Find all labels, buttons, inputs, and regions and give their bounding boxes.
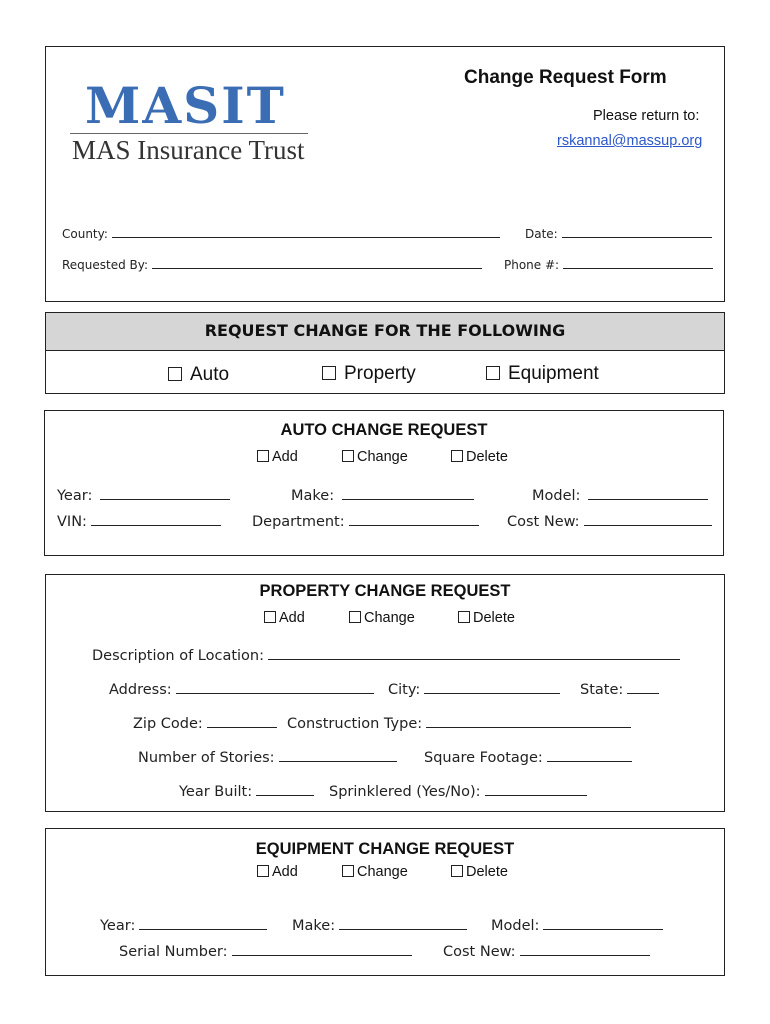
auto-add-option[interactable] [257, 449, 298, 465]
property-change-checkbox[interactable] [349, 611, 361, 623]
auto-cost-new-field[interactable] [507, 511, 712, 530]
auto-section-title: AUTO CHANGE REQUEST [280, 421, 488, 439]
email-link[interactable]: rskannal@massup.org [557, 133, 703, 149]
phone-label: Phone #: [504, 258, 560, 272]
logo-subtitle: MAS Insurance Trust [72, 135, 305, 165]
equipment-model-blank[interactable] [543, 915, 663, 930]
equipment-add-label: Add [272, 864, 298, 880]
property-sqft-field[interactable] [424, 747, 632, 766]
auto-option-label: Auto [190, 364, 230, 385]
auto-department-blank[interactable] [349, 511, 479, 526]
auto-cost-new-blank[interactable] [584, 511, 712, 526]
auto-checkbox[interactable] [168, 367, 182, 381]
property-address-blank[interactable] [176, 679, 374, 694]
equipment-model-label: Model: [491, 918, 540, 934]
property-zip-blank[interactable] [207, 713, 277, 728]
equipment-serial-blank[interactable] [232, 941, 412, 956]
auto-vin-field[interactable] [57, 511, 221, 530]
auto-year-field[interactable] [57, 485, 230, 504]
equipment-make-field[interactable] [292, 915, 467, 934]
property-checkbox[interactable] [322, 366, 336, 380]
request-section-title: REQUEST CHANGE FOR THE FOLLOWING [204, 321, 566, 340]
auto-vin-label: VIN: [57, 514, 87, 530]
property-change-option[interactable] [349, 610, 415, 626]
equipment-serial-label: Serial Number: [119, 944, 228, 960]
auto-change-checkbox[interactable] [342, 450, 354, 462]
equipment-make-label: Make: [292, 918, 336, 934]
property-sprinklered-field[interactable] [329, 781, 587, 800]
auto-make-field[interactable] [291, 485, 474, 504]
county-field[interactable] [62, 223, 500, 241]
auto-make-label: Make: [291, 488, 335, 504]
return-text: Please return to: [593, 108, 700, 124]
property-state-field[interactable] [580, 679, 659, 698]
equipment-delete-label: Delete [466, 864, 508, 880]
property-stories-field[interactable] [138, 747, 397, 766]
option-property[interactable] [322, 363, 416, 385]
equipment-checkbox[interactable] [486, 366, 500, 380]
property-sqft-blank[interactable] [547, 747, 632, 762]
auto-department-label: Department: [252, 514, 345, 530]
property-delete-checkbox[interactable] [458, 611, 470, 623]
equipment-year-blank[interactable] [139, 915, 267, 930]
property-add-option[interactable] [264, 610, 305, 626]
property-stories-blank[interactable] [279, 747, 397, 762]
property-change-label: Change [364, 610, 415, 626]
property-add-label: Add [279, 610, 305, 626]
equipment-cost-new-label: Cost New: [443, 944, 516, 960]
property-address-label: Address: [109, 682, 172, 698]
auto-change-label: Change [357, 449, 408, 465]
property-construction-label: Construction Type: [287, 716, 423, 732]
property-add-checkbox[interactable] [264, 611, 276, 623]
property-year-built-field[interactable] [179, 781, 314, 800]
property-year-built-blank[interactable] [256, 781, 314, 796]
phone-field[interactable] [504, 254, 713, 272]
auto-model-blank[interactable] [588, 485, 708, 500]
property-construction-field[interactable] [287, 713, 631, 732]
property-city-field[interactable] [388, 679, 560, 698]
auto-delete-checkbox[interactable] [451, 450, 463, 462]
option-equipment[interactable] [486, 363, 599, 385]
auto-add-checkbox[interactable] [257, 450, 269, 462]
equipment-year-field[interactable] [100, 915, 267, 934]
equipment-cost-new-blank[interactable] [520, 941, 650, 956]
date-label: Date: [525, 227, 558, 241]
equipment-option-label: Equipment [508, 363, 599, 384]
requested-by-blank[interactable] [152, 254, 482, 269]
property-construction-blank[interactable] [426, 713, 631, 728]
auto-vin-blank[interactable] [91, 511, 221, 526]
property-city-label: City: [388, 682, 421, 698]
auto-department-field[interactable] [252, 511, 479, 530]
property-stories-label: Number of Stories: [138, 750, 275, 766]
requested-by-field[interactable] [62, 254, 482, 272]
auto-make-blank[interactable] [342, 485, 474, 500]
requested-by-label: Requested By: [62, 258, 149, 272]
equipment-serial-field[interactable] [119, 941, 412, 960]
property-description-field[interactable] [92, 645, 680, 664]
equipment-model-field[interactable] [491, 915, 663, 934]
property-state-blank[interactable] [627, 679, 659, 694]
property-sqft-label: Square Footage: [424, 750, 543, 766]
equipment-section-title: EQUIPMENT CHANGE REQUEST [255, 840, 515, 858]
property-delete-option[interactable] [458, 610, 515, 626]
auto-add-label: Add [272, 449, 298, 465]
equipment-cost-new-field[interactable] [443, 941, 650, 960]
county-blank[interactable] [112, 223, 500, 238]
property-city-blank[interactable] [424, 679, 560, 694]
masit-logo-text: MASIT [85, 76, 286, 135]
property-option-label: Property [344, 363, 416, 384]
equipment-add-option[interactable] [257, 864, 298, 880]
auto-model-label: Model: [532, 488, 581, 504]
logo-divider [70, 133, 308, 134]
auto-delete-label: Delete [466, 449, 508, 465]
equipment-delete-checkbox[interactable] [451, 865, 463, 877]
equipment-change-option[interactable] [342, 864, 408, 880]
property-zip-field[interactable] [133, 713, 277, 732]
equipment-make-blank[interactable] [339, 915, 467, 930]
equipment-change-checkbox[interactable] [342, 865, 354, 877]
equipment-add-checkbox[interactable] [257, 865, 269, 877]
property-sprinklered-label: Sprinklered (Yes/No): [329, 784, 481, 800]
equipment-delete-option[interactable] [451, 864, 508, 880]
property-year-built-label: Year Built: [179, 784, 253, 800]
property-sprinklered-blank[interactable] [485, 781, 587, 796]
equipment-year-label: Year: [100, 918, 136, 934]
county-label: County: [62, 227, 108, 241]
auto-year-blank[interactable] [100, 485, 230, 500]
date-field[interactable] [525, 223, 712, 241]
property-description-blank[interactable] [268, 645, 680, 660]
equipment-change-label: Change [357, 864, 408, 880]
auto-cost-new-label: Cost New: [507, 514, 580, 530]
option-auto[interactable] [168, 364, 229, 386]
date-blank[interactable] [562, 223, 712, 238]
auto-model-field[interactable] [532, 485, 708, 504]
auto-change-option[interactable] [342, 449, 408, 465]
property-section-title: PROPERTY CHANGE REQUEST [259, 582, 511, 600]
auto-year-label: Year: [57, 488, 93, 504]
property-address-field[interactable] [109, 679, 374, 698]
phone-blank[interactable] [563, 254, 713, 269]
property-zip-label: Zip Code: [133, 716, 203, 732]
property-description-label: Description of Location: [92, 648, 264, 664]
auto-delete-option[interactable] [451, 449, 508, 465]
property-state-label: State: [580, 682, 624, 698]
property-delete-label: Delete [473, 610, 515, 626]
form-title: Change Request Form [464, 67, 667, 88]
